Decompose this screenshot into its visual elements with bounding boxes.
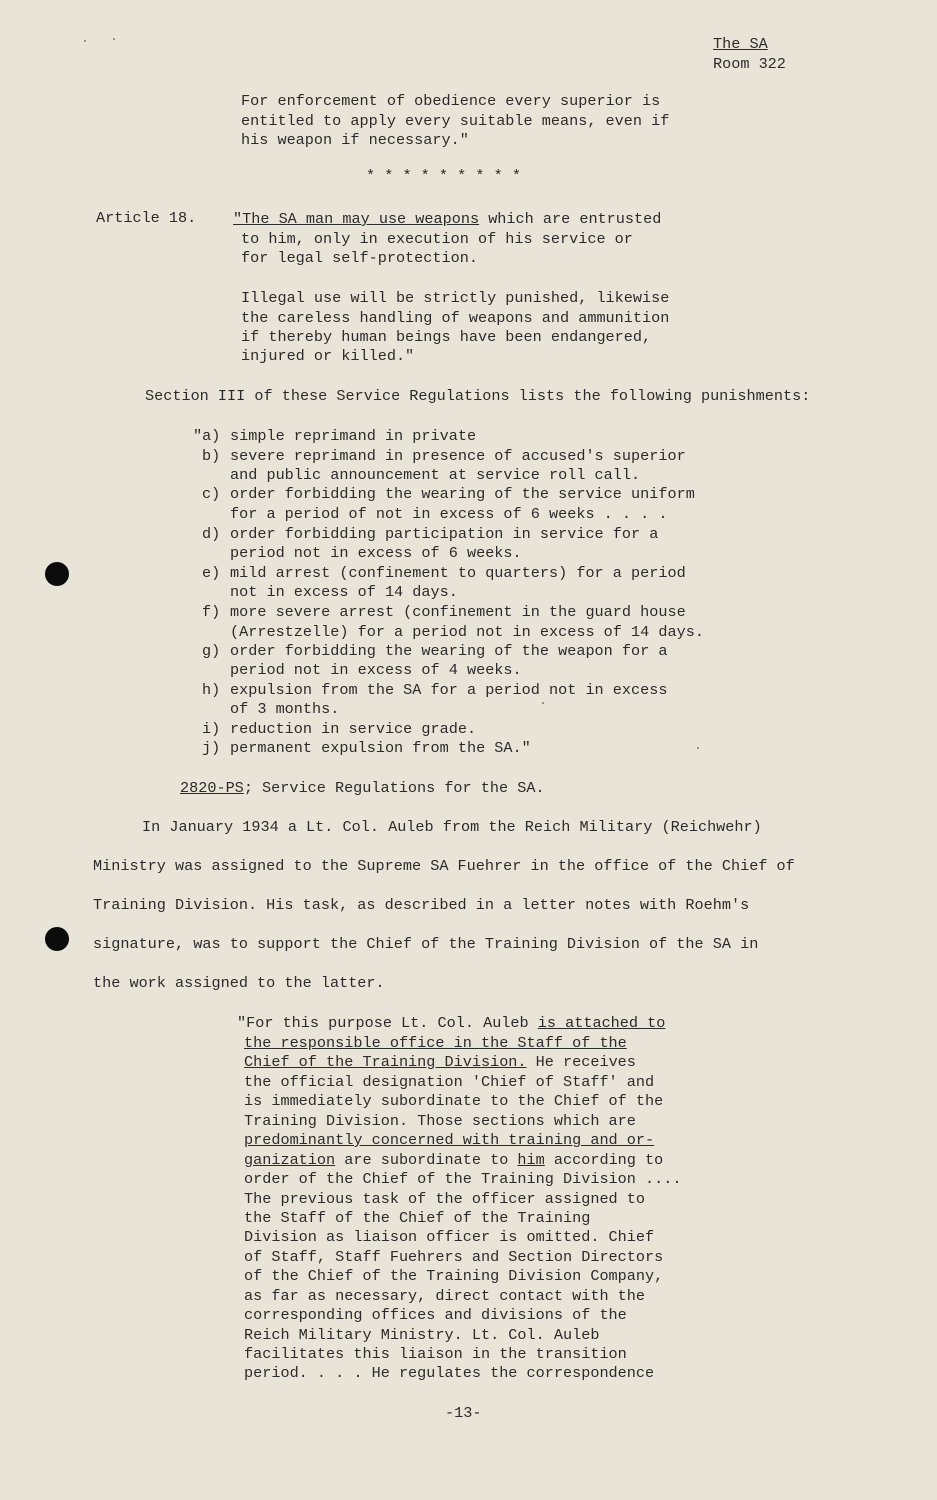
quote-line — [237, 1014, 665, 1033]
quote-line: corresponding offices and divisions of the — [244, 1306, 627, 1324]
article-line: Illegal use will be strictly punished, likewise — [241, 289, 670, 307]
list-item: order forbidding the wearing of the service uniform — [230, 485, 695, 503]
quote-line: his weapon if necessary." — [241, 131, 469, 149]
underlined-text: "The SA man may use weapons — [233, 210, 480, 228]
citation-doc-number: 2820-PS — [180, 779, 244, 797]
list-letter: h) — [202, 681, 221, 699]
underlined-text: ganization — [244, 1151, 336, 1169]
list-item: severe reprimand in presence of accused's superior — [230, 447, 686, 465]
quote-line: the responsible office in the Staff of the — [244, 1034, 627, 1052]
list-letter: e) — [202, 564, 221, 582]
quote-text: according to — [544, 1151, 664, 1169]
quote-line: order of the Chief of the Training Division .... — [244, 1170, 682, 1188]
quote-line: as far as necessary, direct contact with the — [244, 1287, 646, 1305]
list-item: simple reprimand in private — [230, 427, 477, 445]
list-item: more severe arrest (confinement in the guard house — [230, 603, 686, 621]
list-letter: j) — [202, 739, 221, 757]
body-line: the work assigned to the latter. — [93, 974, 385, 992]
list-item: not in excess of 14 days. — [230, 583, 458, 601]
separator-asterisks: * * * * * * * * * — [366, 167, 521, 185]
list-item: order forbidding the wearing of the weapon for a — [230, 642, 668, 660]
list-item: for a period of not in excess of 6 weeks . . . . — [230, 505, 668, 523]
quote-line: Training Division. Those sections which are — [244, 1112, 636, 1130]
list-letter: c) — [202, 485, 221, 503]
list-item: period not in excess of 4 weeks. — [230, 661, 522, 679]
list-letter: g) — [202, 642, 221, 660]
quote-line: Reich Military Ministry. Lt. Col. Auleb — [244, 1326, 600, 1344]
header-line-1: The SA — [713, 35, 768, 53]
list-item: reduction in service grade. — [230, 720, 477, 738]
quote-line: is immediately subordinate to the Chief of the — [244, 1092, 664, 1110]
quote-line: predominantly concerned with training and or- — [244, 1131, 655, 1149]
article-line: for legal self-protection. — [241, 249, 478, 267]
quote-line: of the Chief of the Training Division Company, — [244, 1267, 664, 1285]
body-line: signature, was to support the Chief of the Training Division of the SA in — [93, 935, 759, 953]
list-letter: f) — [202, 603, 221, 621]
list-item: expulsion from the SA for a period not in excess — [230, 681, 668, 699]
quote-line: For enforcement of obedience every superior is — [241, 92, 661, 110]
list-item: permanent expulsion from the SA." — [230, 739, 531, 757]
quote-line: entitled to apply every suitable means, even if — [241, 112, 670, 130]
article-line: the careless handling of weapons and ammunition — [241, 309, 670, 327]
article-line: injured or killed." — [241, 347, 415, 365]
list-item: order forbidding participation in service for a — [230, 525, 659, 543]
punch-hole — [45, 562, 69, 586]
quote-line — [244, 1053, 636, 1072]
body-line: Ministry was assigned to the Supreme SA Fuehrer in the office of the Chief of — [93, 857, 795, 875]
citation — [180, 779, 545, 798]
article-line-1 — [233, 210, 661, 229]
underlined-text: him — [517, 1151, 545, 1169]
quote-line — [244, 1151, 663, 1170]
page-number: -13- — [445, 1404, 482, 1422]
list-item: (Arrestzelle) for a period not in excess of 14 days. — [230, 623, 704, 641]
citation-text: ; Service Regulations for the SA. — [243, 779, 545, 797]
list-item: of 3 months. — [230, 700, 340, 718]
quote-line: The previous task of the officer assigned to — [244, 1190, 646, 1208]
article-label: Article 18. — [96, 209, 197, 227]
quote-line: Division as liaison officer is omitted. Chief — [244, 1228, 655, 1246]
quote-line: the official designation 'Chief of Staff' and — [244, 1073, 655, 1091]
punch-hole — [45, 927, 69, 951]
article-line: if thereby human beings have been endangered, — [241, 328, 652, 346]
speck — [697, 747, 699, 749]
body-line: In January 1934 a Lt. Col. Auleb from the Reich Military (Reichwehr) — [142, 818, 762, 836]
quote-text: "For this purpose Lt. Col. Auleb — [237, 1014, 538, 1032]
list-item: mild arrest (confinement to quarters) for a period — [230, 564, 686, 582]
list-letter: i) — [202, 720, 221, 738]
quote-line: period. . . . He regulates the correspondence — [244, 1364, 655, 1382]
speck — [542, 702, 544, 704]
list-letter: d) — [202, 525, 221, 543]
list-item: and public announcement at service roll call. — [230, 466, 641, 484]
list-item: period not in excess of 6 weeks. — [230, 544, 522, 562]
article-text: which are entrusted — [479, 210, 662, 228]
article-line: to him, only in execution of his service or — [241, 230, 633, 248]
quote-text: He receives — [526, 1053, 636, 1071]
quote-line: the Staff of the Chief of the Training — [244, 1209, 591, 1227]
section-intro: Section III of these Service Regulations lists the following punishments: — [145, 387, 811, 405]
list-letter: "a) — [193, 427, 221, 445]
body-line: Training Division. His task, as described in a letter notes with Roehm's — [93, 896, 750, 914]
list-letter: b) — [202, 447, 221, 465]
speck — [84, 40, 86, 42]
quote-line: of Staff, Staff Fuehrers and Section Directors — [244, 1248, 664, 1266]
underlined-text: Chief of the Training Division. — [244, 1053, 527, 1071]
header-line-2: Room 322 — [713, 55, 786, 73]
underlined-text: is attached to — [537, 1014, 666, 1032]
quote-line: facilitates this liaison in the transition — [244, 1345, 627, 1363]
speck — [113, 38, 115, 40]
quote-text: are subordinate to — [335, 1151, 518, 1169]
